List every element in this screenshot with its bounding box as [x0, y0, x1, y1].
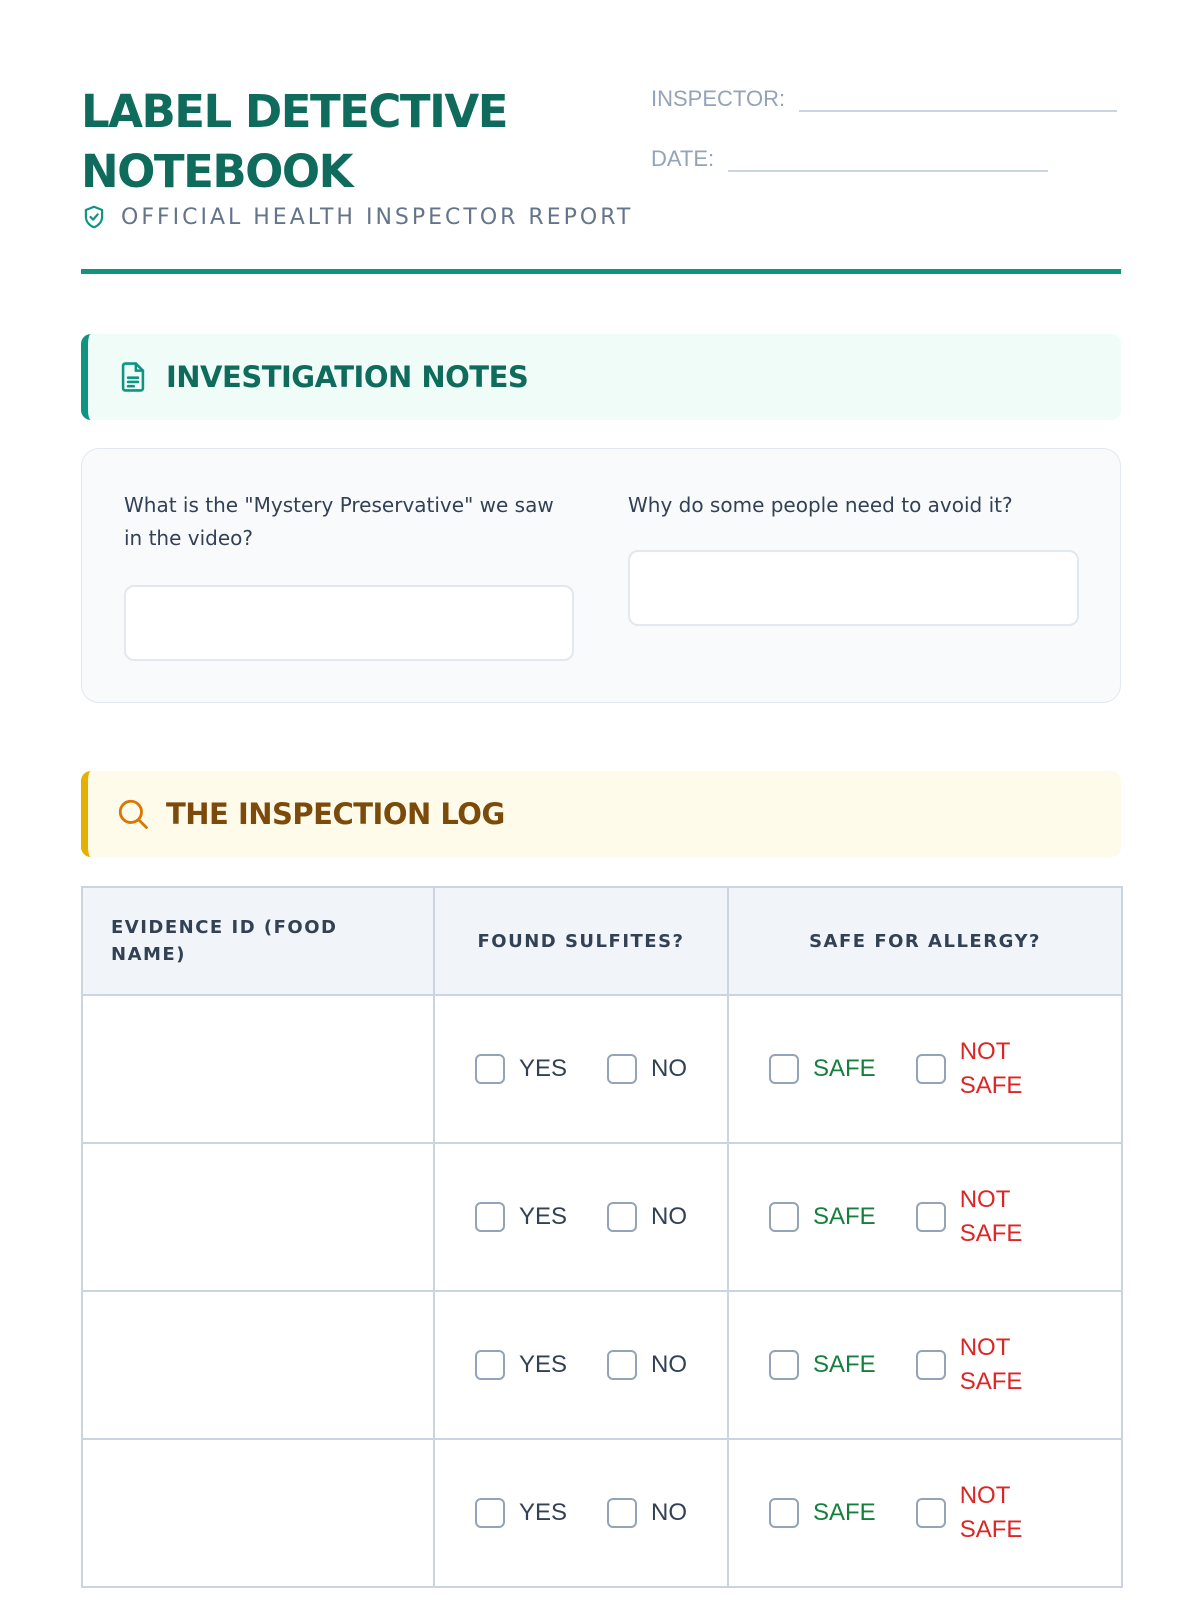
table-row [82, 995, 1122, 1143]
inspector-name-line[interactable] [799, 88, 1117, 112]
allergy-cell [728, 1291, 1122, 1439]
no-label: NO [651, 1499, 688, 1526]
table-header-row [82, 887, 1122, 995]
not-safe-option[interactable] [916, 1331, 1024, 1399]
safe-checkbox[interactable] [769, 1202, 799, 1232]
inspection-log-title: THE INSPECTION LOG [166, 797, 505, 831]
safe-option[interactable] [769, 1200, 876, 1234]
report-subtitle [81, 204, 633, 230]
column-header-found-sulfites: FOUND SULFITES? [434, 887, 728, 995]
no-checkbox[interactable] [607, 1054, 637, 1084]
yes-option[interactable] [475, 1348, 567, 1382]
safe-checkbox[interactable] [769, 1498, 799, 1528]
question-mystery-preservative: What is the "Mystery Preservative" we saw in the video? [124, 493, 554, 550]
sulfites-cell [434, 995, 728, 1143]
no-checkbox[interactable] [607, 1498, 637, 1528]
document-icon [116, 360, 150, 394]
shield-check-icon [81, 204, 107, 230]
no-option[interactable] [607, 1348, 687, 1382]
investigation-notes-header [81, 334, 1121, 420]
investigation-notes-title: INVESTIGATION NOTES [166, 360, 529, 394]
column-header-safe-for-allergy: SAFE FOR ALLERGY? [728, 887, 1122, 995]
page-title: LABEL DETECTIVE NOTEBOOK [81, 85, 507, 198]
column-header-evidence-id: EVIDENCE ID (FOOD NAME) [82, 887, 434, 995]
safe-label: SAFE [813, 1055, 876, 1082]
yes-checkbox[interactable] [475, 1054, 505, 1084]
food-name-cell[interactable] [82, 1439, 434, 1587]
not-safe-option[interactable] [916, 1183, 1024, 1251]
yes-label: YES [519, 1055, 568, 1082]
date-label: DATE: [651, 146, 715, 171]
safe-label: SAFE [813, 1351, 876, 1378]
inspection-log-table [81, 886, 1123, 1588]
no-option[interactable] [607, 1052, 687, 1086]
safe-label: SAFE [813, 1499, 876, 1526]
inspector-label: INSPECTOR: [651, 86, 786, 111]
no-checkbox[interactable] [607, 1202, 637, 1232]
safe-checkbox[interactable] [769, 1054, 799, 1084]
yes-checkbox[interactable] [475, 1350, 505, 1380]
not-safe-checkbox[interactable] [916, 1498, 946, 1528]
sulfites-cell [434, 1439, 728, 1587]
safe-option[interactable] [769, 1496, 876, 1530]
answer-box-why-avoid[interactable] [628, 550, 1079, 626]
allergy-cell [728, 1439, 1122, 1587]
notes-card [81, 448, 1121, 703]
table-row [82, 1143, 1122, 1291]
yes-label: YES [519, 1203, 568, 1230]
yes-option[interactable] [475, 1496, 567, 1530]
yes-checkbox[interactable] [475, 1498, 505, 1528]
not-safe-checkbox[interactable] [916, 1350, 946, 1380]
magnifier-icon [116, 797, 150, 831]
sulfites-cell [434, 1291, 728, 1439]
no-option[interactable] [607, 1496, 687, 1530]
subtitle-text: OFFICIAL HEALTH INSPECTOR REPORT [121, 204, 634, 230]
table-row [82, 1439, 1122, 1587]
no-label: NO [651, 1203, 688, 1230]
not-safe-label: NOT SAFE [959, 1482, 1023, 1543]
not-safe-option[interactable] [916, 1479, 1024, 1547]
allergy-cell [728, 995, 1122, 1143]
safe-label: SAFE [813, 1203, 876, 1230]
safe-checkbox[interactable] [769, 1350, 799, 1380]
table-row [82, 1291, 1122, 1439]
not-safe-label: NOT SAFE [959, 1038, 1023, 1099]
yes-checkbox[interactable] [475, 1202, 505, 1232]
no-label: NO [651, 1055, 688, 1082]
food-name-cell[interactable] [82, 995, 434, 1143]
no-option[interactable] [607, 1200, 687, 1234]
yes-option[interactable] [475, 1052, 567, 1086]
no-label: NO [651, 1351, 688, 1378]
not-safe-checkbox[interactable] [916, 1054, 946, 1084]
not-safe-label: NOT SAFE [959, 1186, 1023, 1247]
safe-option[interactable] [769, 1052, 876, 1086]
not-safe-checkbox[interactable] [916, 1202, 946, 1232]
question-why-avoid: Why do some people need to avoid it? [628, 493, 1013, 517]
not-safe-label: NOT SAFE [959, 1334, 1023, 1395]
safe-option[interactable] [769, 1348, 876, 1382]
date-line[interactable] [728, 148, 1048, 172]
yes-label: YES [519, 1499, 568, 1526]
header-divider [81, 269, 1121, 274]
date-field [651, 146, 1048, 172]
food-name-cell[interactable] [82, 1291, 434, 1439]
not-safe-option[interactable] [916, 1035, 1024, 1103]
yes-label: YES [519, 1351, 568, 1378]
sulfites-cell [434, 1143, 728, 1291]
answer-box-mystery-preservative[interactable] [124, 585, 574, 661]
inspection-log-header [81, 771, 1121, 857]
food-name-cell[interactable] [82, 1143, 434, 1291]
allergy-cell [728, 1143, 1122, 1291]
no-checkbox[interactable] [607, 1350, 637, 1380]
yes-option[interactable] [475, 1200, 567, 1234]
inspector-field [651, 86, 1117, 112]
header [81, 82, 1121, 282]
